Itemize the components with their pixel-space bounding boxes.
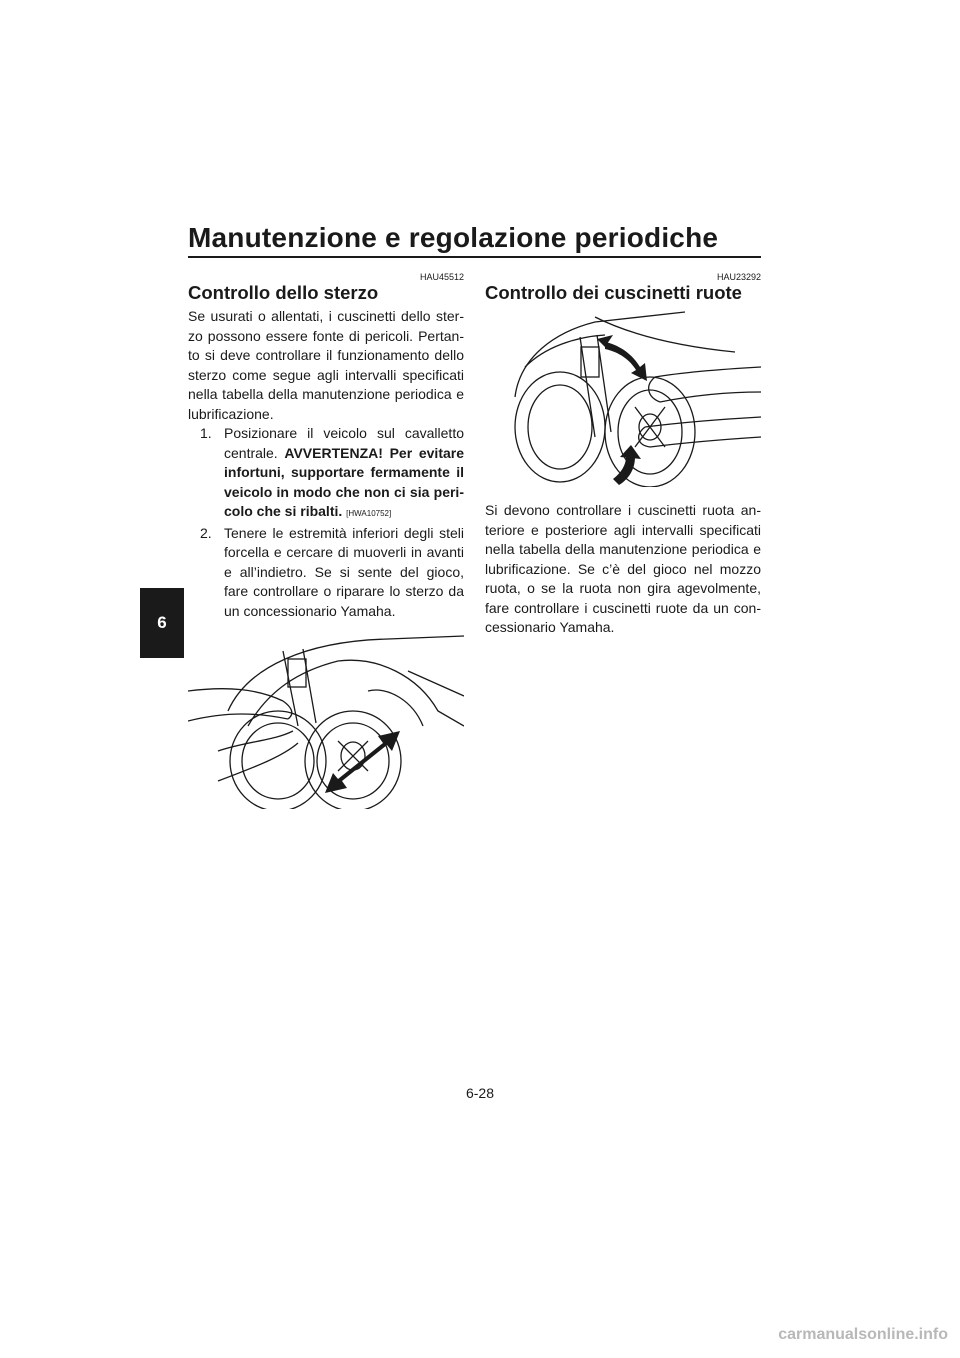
page-number: 6-28 [465,1085,495,1101]
wheel-bearing-text: Si devono controllare i cuscinetti ruota an-teriore e posteriore agli intervalli specificati nella tabella della manutenzione periodica e lubrificazione. Se c’è del gioco nel mozzo ruota, o se la ruota non gira agevolmente, fare controllare i cuscinetti ruote da un con-cessionario Yamaha. [485,502,761,635]
step-item [188,424,464,524]
section-code: HAU23292 [716,272,761,282]
warning-code: [HWA10752] [346,509,392,518]
step-text: Posizionare il veicolo sul cavalletto centrale. [224,425,464,461]
right-column [485,272,761,638]
wheel-bearing-check-illustration [485,307,761,487]
steering-intro-text: Se usurati o allentati, i cuscinetti dello ster-zo possono essere fonte di pericoli. Pertan-to si deve controllare il funzionamento dello sterzo come segue agli intervalli specificati nella tabella della manutenzione periodica e lubrificazione. [188,308,464,422]
steering-steps [188,424,464,621]
watermark: carmanualsonline.info [778,1326,948,1343]
title-rule [188,256,761,258]
step-number: 1. [200,425,212,441]
step-item [188,524,464,622]
page-title: Manutenzione e regolazione periodiche [188,222,719,253]
section-heading-steering: Controllo dello sterzo [188,282,379,303]
steering-check-illustration [188,631,464,809]
left-column [188,272,464,809]
warning-text: AVVERTENZA! Per evitare infortuni, supportare fermamente il veicolo in modo che non ci sia peri-colo che si ribalti. [224,444,464,519]
section-heading-wheel-bearings: Controllo dei cuscinetti ruote [485,282,742,303]
step-number: 2. [200,524,212,541]
step-text: Tenere le estremità inferiori degli steli forcella e cercare di muoverli in avanti e all’indietro. Se si sente del gioco, fare controllare o riparare lo sterzo da un concessionario Yamaha. [224,524,464,619]
section-code: HAU45512 [419,272,464,282]
chapter-tab[interactable]: 6 [140,588,184,658]
